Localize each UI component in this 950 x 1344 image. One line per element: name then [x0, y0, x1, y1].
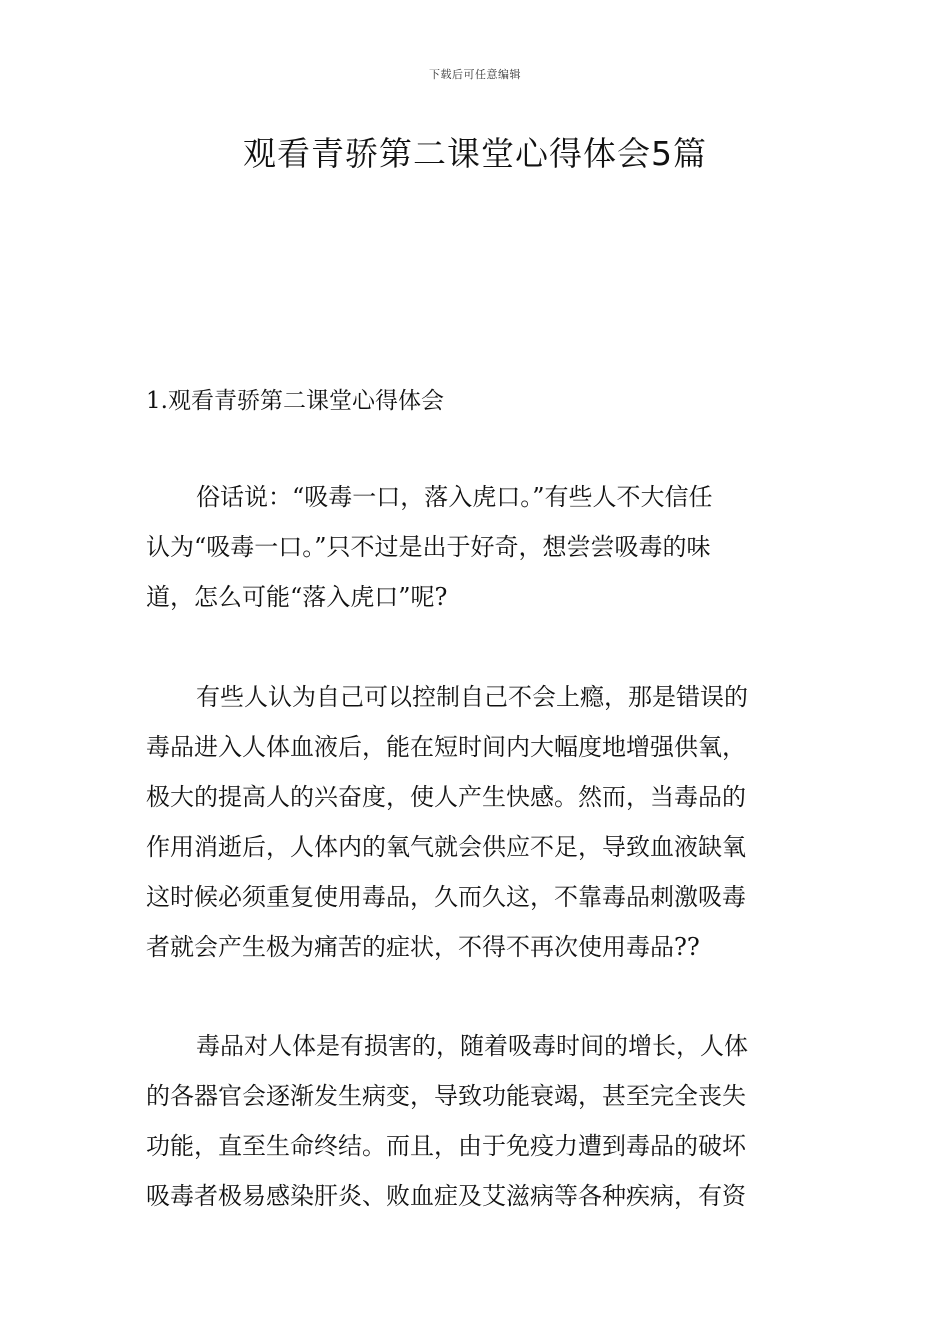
header-note: 下载后可任意编辑: [429, 68, 521, 81]
paragraph-line: 功能，直至生命终结。而且，由于免疫力遭到毒品的破坏: [146, 1132, 746, 1160]
paragraph-line: 有些人认为自己可以控制自己不会上瘾，那是错误的: [196, 683, 748, 711]
document-title: 观看青骄第二课堂心得体会5篇: [243, 134, 707, 173]
paragraph-line: 道，怎么可能“落入虎口”呢?: [146, 583, 448, 611]
paragraph-2: [146, 672, 812, 972]
paragraph-line: 毒品进入人体血液后，能在短时间内大幅度地增强供氧，: [146, 733, 746, 761]
paragraph-line: 这时候必须重复使用毒品，久而久这，不靠毒品刺激吸毒: [146, 883, 746, 911]
paragraph-line: 的各器官会逐渐发生病变，导致功能衰竭，甚至完全丧失: [146, 1082, 746, 1110]
paragraph-line: 俗话说：“吸毒一口，落入虎口。”有些人不大信任: [196, 483, 713, 511]
paragraph-line: 者就会产生极为痛苦的症状，不得不再次使用毒品??: [146, 933, 700, 961]
paragraph-line: 极大的提高人的兴奋度，使人产生快感。然而，当毒品的: [146, 783, 746, 811]
section-heading: 1.观看青骄第二课堂心得体会: [146, 388, 444, 414]
paragraph-line: 作用消逝后，人体内的氧气就会供应不足，导致血液缺氧: [146, 833, 746, 861]
paragraph-line: 认为“吸毒一口。”只不过是出于好奇，想尝尝吸毒的味: [146, 533, 711, 561]
paragraph-line: 毒品对人体是有损害的，随着吸毒时间的增长，人体: [196, 1032, 748, 1060]
paragraph-1: [146, 472, 812, 622]
paragraph-3: [146, 1021, 812, 1221]
paragraph-line: 吸毒者极易感染肝炎、败血症及艾滋病等各种疾病，有资: [146, 1182, 746, 1210]
